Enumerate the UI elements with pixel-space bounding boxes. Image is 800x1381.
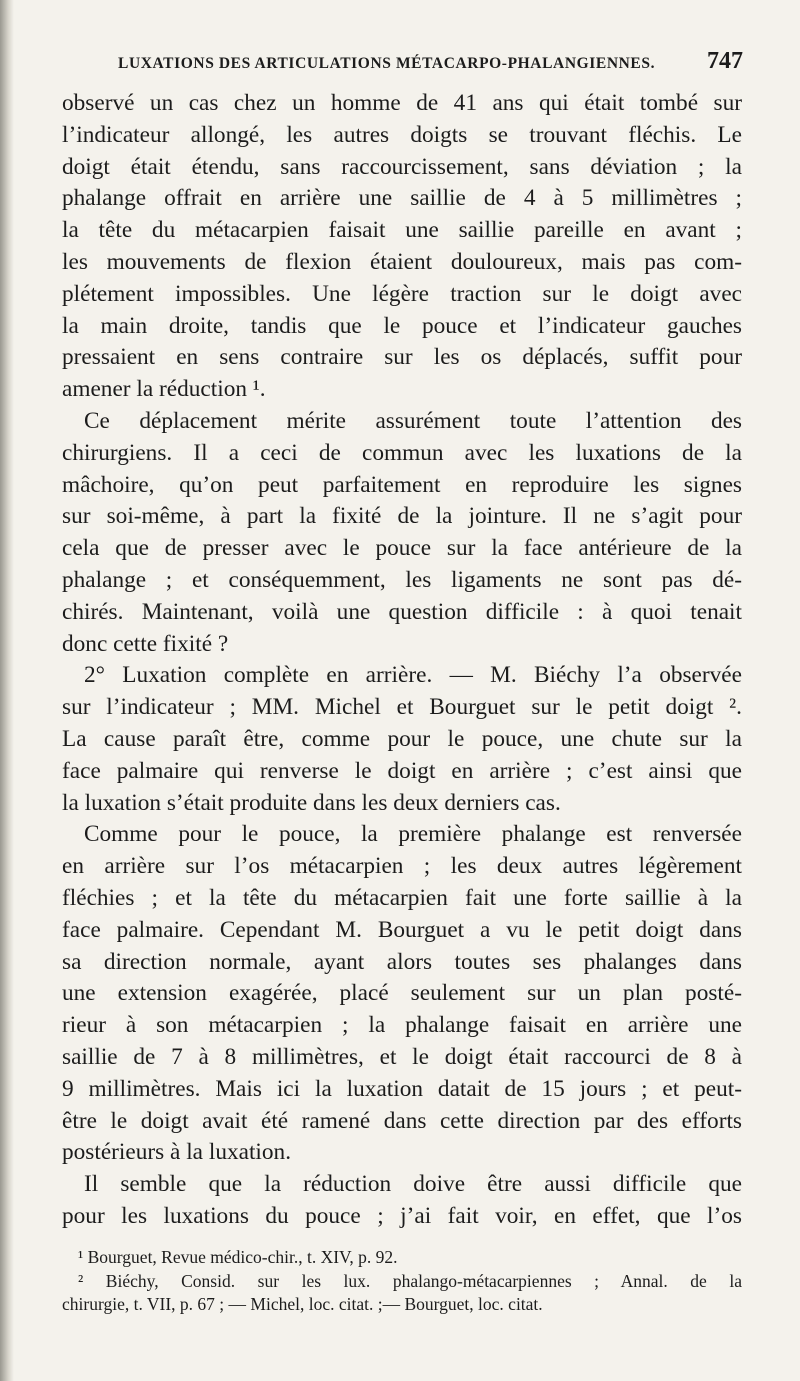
text-line: face palmaire. Cependant M. Bourguet a vu le petit doigt dans bbox=[62, 916, 742, 943]
running-head: LUXATIONS DES ARTICULATIONS MÉTACARPO-PHALANGIENNES. bbox=[118, 55, 656, 72]
page-header bbox=[118, 48, 743, 75]
text-line: une extension exagérée, placé seulement sur un plan posté- bbox=[62, 980, 742, 1007]
text-line: pressaient en sens contraire sur les os déplacés, suffit pour bbox=[62, 344, 742, 371]
text-line: en arrière sur l’os métacarpien ; les deux autres légèrement bbox=[62, 853, 742, 880]
footnote-line: chirurgie, t. VII, p. 67 ; — Michel, loc. citat. ;— Bourguet, loc. citat. bbox=[62, 1294, 543, 1314]
page-edge bbox=[0, 0, 14, 1381]
text-line: 9 millimètres. Mais ici la luxation datait de 15 jours ; et peut- bbox=[62, 1075, 742, 1102]
text-line: observé un cas chez un homme de 41 ans qui était tombé sur bbox=[62, 90, 742, 116]
page-number: 747 bbox=[707, 48, 743, 74]
text-line: face palmaire qui renverse le doigt en arrière ; c’est ainsi que bbox=[62, 757, 742, 784]
text-line: sur l’indicateur ; MM. Michel et Bourguet sur le petit doigt ². bbox=[62, 694, 742, 721]
text-line: saillie de 7 à 8 millimètres, et le doigt était raccourci de 8 à bbox=[62, 1043, 742, 1070]
text-line: Il semble que la réduction doive être aussi difficile que bbox=[84, 1171, 742, 1198]
text-line: l’indicateur allongé, les autres doigts se trouvant fléchis. Le bbox=[62, 121, 742, 148]
text-line: donc cette fixité ? bbox=[62, 630, 229, 657]
text-line: la main droite, tandis que le pouce et l’indicateur gauches bbox=[62, 312, 742, 339]
text-line: postérieurs à la luxation. bbox=[62, 1139, 292, 1166]
text-line: La cause paraît être, comme pour le pouce, une chute sur la bbox=[62, 725, 742, 752]
text-line: plétement impossibles. Une légère traction sur le doigt avec bbox=[62, 280, 742, 307]
footnotes bbox=[62, 1246, 742, 1317]
text-line: sa direction normale, ayant alors toutes ses phalanges dans bbox=[62, 948, 742, 975]
body-text bbox=[62, 88, 742, 1233]
text-line: 2° Luxation complète en arrière. — M. Biéchy l’a observée bbox=[84, 662, 742, 689]
text-line: mâchoire, qu’on peut parfaitement en reproduire les signes bbox=[62, 471, 742, 498]
text-line: chirés. Maintenant, voilà une question difficile : à quoi tenait bbox=[62, 598, 742, 625]
text-line: la luxation s’était produite dans les deux derniers cas. bbox=[62, 789, 561, 816]
text-line: Ce déplacement mérite assurément toute l’attention des bbox=[84, 407, 742, 434]
text-line: sur soi-même, à part la fixité de la jointure. Il ne s’agit pour bbox=[62, 503, 742, 530]
text-line: phalange ; et conséquemment, les ligaments ne sont pas dé- bbox=[62, 566, 742, 593]
footnote-line: ² Biéchy, Consid. sur les lux. phalango-métacarpiennes ; Annal. de la bbox=[78, 1270, 742, 1291]
text-line: chirurgiens. Il a ceci de commun avec les luxations de la bbox=[62, 439, 742, 466]
footnote-line: ¹ Bourguet, Revue médico-chir., t. XIV, p. 92. bbox=[78, 1247, 398, 1267]
text-line: rieur à son métacarpien ; la phalange faisait en arrière une bbox=[62, 1012, 742, 1039]
text-line: cela que de presser avec le pouce sur la face antérieure de la bbox=[62, 535, 742, 562]
text-line: phalange offrait en arrière une saillie de 4 à 5 millimètres ; bbox=[62, 185, 742, 212]
text-line: être le doigt avait été ramené dans cette direction par des efforts bbox=[62, 1107, 742, 1134]
text-line: les mouvements de flexion étaient douloureux, mais pas com- bbox=[62, 248, 742, 275]
text-line: pour les luxations du pouce ; j’ai fait voir, en effet, que l’os bbox=[62, 1202, 742, 1229]
text-line: doigt était étendu, sans raccourcissement, sans déviation ; la bbox=[62, 153, 742, 180]
text-line: la tête du métacarpien faisait une saillie pareille en avant ; bbox=[62, 217, 742, 244]
text-line: Comme pour le pouce, la première phalange est renversée bbox=[84, 821, 742, 848]
text-line: fléchies ; et la tête du métacarpien fait une forte saillie à la bbox=[62, 884, 742, 911]
text-line: amener la réduction ¹. bbox=[62, 376, 266, 403]
